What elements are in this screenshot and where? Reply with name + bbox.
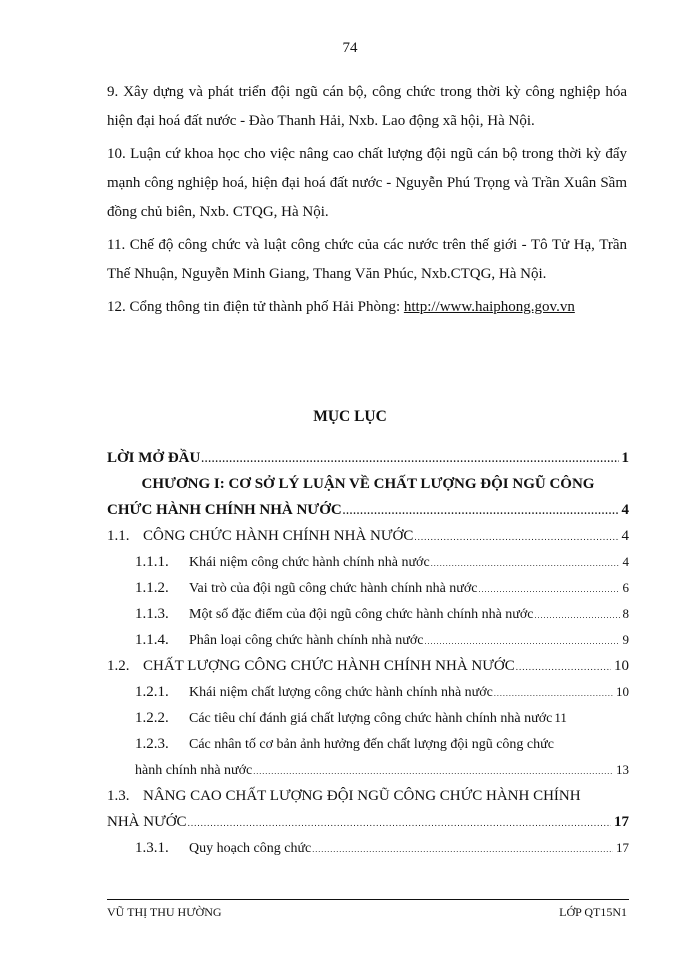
toc-entry-title: CHỨC HÀNH CHÍNH NHÀ NƯỚC xyxy=(107,502,342,518)
reference-item xyxy=(107,293,627,322)
toc-entry-page: 4 xyxy=(621,502,629,518)
dot-leader xyxy=(494,687,613,701)
dot-leader xyxy=(253,765,613,779)
toc-entry-1-1-2[interactable] xyxy=(107,580,629,606)
toc-entry-title: Một số đặc điểm của đội ngũ công chức hành chính nhà nước xyxy=(189,607,534,622)
toc-entry-title: Quy hoạch công chức xyxy=(189,841,312,856)
toc-entry-number: 1.1.3. xyxy=(135,606,169,622)
dot-leader xyxy=(201,453,618,467)
toc-entry-1-1-1[interactable] xyxy=(107,554,629,580)
reference-text: 12. Cổng thông tin điện tử thành phố Hải Phòng: xyxy=(107,299,404,315)
haiphong-portal-link[interactable]: http://www.haiphong.gov.vn xyxy=(403,299,575,315)
toc-entry-1-3-line2[interactable] xyxy=(107,814,629,840)
toc-entry-1-3-line1[interactable] xyxy=(107,788,629,814)
toc-entry-title: CHẤT LƯỢNG CÔNG CHỨC HÀNH CHÍNH NHÀ NƯỚC xyxy=(143,658,515,674)
toc-entry-page: 10 xyxy=(616,684,629,699)
toc-entry-1-2-3-line1[interactable] xyxy=(107,736,629,762)
toc-entry-page: 1 xyxy=(621,450,629,466)
footer-author: VŨ THỊ THU HƯỜNG xyxy=(107,905,222,919)
toc-entry-page: 17 xyxy=(614,814,629,830)
toc-entry-title: NÂNG CAO CHẤT LƯỢNG ĐỘI NGŨ CÔNG CHỨC HÀNH CHÍNH xyxy=(143,788,581,804)
toc-entry-title: CHƯƠNG I: CƠ SỞ LÝ LUẬN VỀ CHẤT LƯỢNG ĐỘI NGŨ CÔNG xyxy=(141,476,595,492)
dot-leader xyxy=(535,609,620,623)
toc-entry-1-2-3-line2[interactable] xyxy=(107,762,629,788)
dot-leader xyxy=(188,816,611,830)
toc-entry-title: NHÀ NƯỚC xyxy=(107,814,187,830)
toc-entry-number: 1.2. xyxy=(107,658,130,674)
toc-entry-chapter1-line1[interactable] xyxy=(107,476,629,502)
toc-entry-number: 1.2.2. xyxy=(135,710,169,726)
page-number: 74 xyxy=(342,40,358,56)
reference-text: 10. Luận cứ khoa học cho việc nâng cao chất lượng đội ngũ cán bộ trong thời kỳ đẩy mạnh công nghiệp hoá, hiện đại hoá đất nước - Nguyễn Phú Trọng và Trần Xuân Sầm đồng chủ biên, Nxb. CTQG, Hà Nội. xyxy=(107,146,627,220)
reference-item xyxy=(107,78,627,136)
toc-entry-1-2-1[interactable] xyxy=(107,684,629,710)
toc-entry-title: Khái niệm công chức hành chính nhà nước xyxy=(189,555,430,570)
toc-entry-number: 1.1.1. xyxy=(135,554,169,570)
toc-entry-title: LỜI MỞ ĐẦU xyxy=(107,450,201,466)
reference-item xyxy=(107,231,627,289)
toc-entry-number: 1.1.4. xyxy=(135,632,169,648)
toc-entry-1-1-4[interactable] xyxy=(107,632,629,658)
toc-entry-title: Các nhân tố cơ bản ảnh hưởng đến chất lượng đội ngũ công chức xyxy=(189,737,554,752)
toc-entry-1-1-3[interactable] xyxy=(107,606,629,632)
toc-entry-number: 1.1. xyxy=(107,528,130,544)
dot-leader xyxy=(424,635,619,649)
dot-leader xyxy=(343,505,619,519)
reference-text: 11. Chế độ công chức và luật công chức của các nước trên thế giới - Tô Tử Hạ, Trần Thế Nhuận, Nguyễn Minh Giang, Thang Văn Phúc, Nxb.CTQG, Hà Nội. xyxy=(107,237,627,282)
toc-entry-page: 9 xyxy=(622,632,629,647)
toc-entry-number: 1.1.2. xyxy=(135,580,169,596)
toc-entry-number: 1.3.1. xyxy=(135,840,169,856)
toc-entry-page: 10 xyxy=(614,658,629,674)
toc-entry-number: 1.2.1. xyxy=(135,684,169,700)
toc-entry-1-2[interactable] xyxy=(107,658,629,684)
toc-entry-number: 1.3. xyxy=(107,788,130,804)
toc-entry-title: CÔNG CHỨC HÀNH CHÍNH NHÀ NƯỚC xyxy=(143,528,414,544)
reference-item xyxy=(107,140,627,227)
toc-entry-page: 4 xyxy=(622,554,629,569)
toc-entry-page: 6 xyxy=(622,580,629,595)
toc-entry-title: Khái niệm chất lượng công chức hành chính nhà nước xyxy=(189,685,493,700)
dot-leader xyxy=(312,843,613,857)
toc-entry-title: Vai trò của đội ngũ công chức hành chính nhà nước xyxy=(189,581,478,596)
dot-leader xyxy=(431,557,620,571)
reference-text: 9. Xây dựng và phát triển đội ngũ cán bộ, công chức trong thời kỳ công nghiệp hóa hiện đại hoá đất nước - Đào Thanh Hải, Nxb. Lao động xã hội, Hà Nội. xyxy=(107,84,627,129)
toc-entry-page: 11 xyxy=(554,710,567,725)
toc-entry-title: Các tiêu chí đánh giá chất lượng công chức hành chính nhà nước xyxy=(189,711,553,726)
toc-entry-1-3-1[interactable] xyxy=(107,840,629,866)
toc-entry-title: Phân loại công chức hành chính nhà nước xyxy=(189,633,424,648)
table-of-contents xyxy=(107,450,629,866)
toc-entry-1-2-2[interactable] xyxy=(107,710,629,736)
dot-leader xyxy=(516,660,611,674)
toc-entry-chapter1-line2[interactable] xyxy=(107,502,629,528)
toc-entry-title: hành chính nhà nước xyxy=(135,763,253,778)
toc-entry-page: 17 xyxy=(616,840,629,855)
footer-class: LỚP QT15N1 xyxy=(559,905,627,919)
footer-divider xyxy=(107,899,629,900)
toc-entry-page: 8 xyxy=(622,606,629,621)
dot-leader xyxy=(414,530,618,544)
toc-entry-intro[interactable] xyxy=(107,450,629,476)
dot-leader xyxy=(479,583,620,597)
toc-title: MỤC LỤC xyxy=(313,408,387,425)
reference-list xyxy=(107,78,627,326)
toc-entry-number: 1.2.3. xyxy=(135,736,169,752)
toc-entry-1-1[interactable] xyxy=(107,528,629,554)
toc-entry-page: 13 xyxy=(616,762,629,777)
toc-entry-page: 4 xyxy=(621,528,629,544)
